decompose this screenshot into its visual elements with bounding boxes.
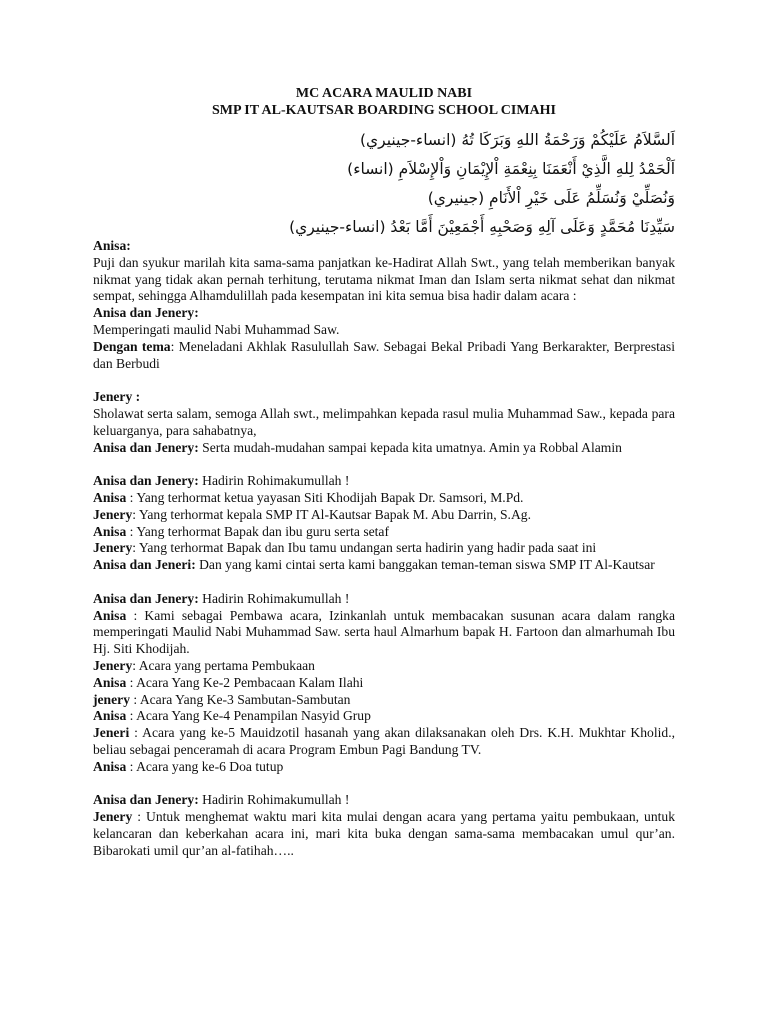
section-sholawat — [93, 389, 675, 456]
dialogue-text: : Acara Yang Ke-4 Penampilan Nasyid Grup — [126, 708, 371, 724]
section-opening-prayer — [93, 792, 675, 859]
arabic-greeting-line: اَلسَّلاَمُ عَلَيْكُمْ وَرَحْمَةُ اللهِ وَبَرَكَا تُهُ (انساء-جينيري) — [359, 131, 675, 149]
dialogue-text: : Yang terhormat Bapak dan ibu guru serta setaf — [126, 523, 389, 539]
dialogue-text: : Acara yang ke-5 Mauidzotil hasanah yang akan dilaksanakan oleh Drs. K.H. Mukhtar Kholid., beliau sebagai penceramah di acara Program Embun Pagi Bandung TV. — [93, 725, 675, 757]
dialogue-text: : Yang terhormat kepala SMP IT Al-Kautsar Bapak M. Abu Darrin, S.Ag. — [132, 506, 531, 522]
dialogue-text: Serta mudah-mudahan sampai kepada kita umatnya. Amin ya Robbal Alamin — [198, 439, 622, 455]
arabic-hamdalah-line: اَلْحَمْدُ لِلهِ الَّذِيْ أَنْعَمَنَا بِنِعْمَةِ اْلإِيْمَانِ وَاْلإِسْلاَمِ (انساء) — [347, 160, 675, 178]
dialogue-line — [93, 591, 675, 608]
dialogue-text: Hadirin Rohimakumullah ! — [198, 590, 350, 606]
document-subtitle: SMP IT AL-KAUTSAR BOARDING SCHOOL CIMAHI — [212, 103, 556, 118]
dialogue-line — [93, 608, 675, 658]
speaker-label: Anisa — [93, 489, 127, 505]
speaker-label: Anisa — [93, 523, 127, 539]
paragraph: Memperingati maulid Nabi Muhammad Saw. — [93, 321, 340, 337]
dialogue-text: : Yang terhormat Bapak dan Ibu tamu undangan serta hadirin yang hadir pada saat ini — [132, 540, 597, 556]
speaker-label: Anisa dan Jenery: — [93, 590, 199, 606]
paragraph: Sholawat serta salam, semoga Allah swt., melimpahkan kepada rasul mulia Muhammad Saw., kepada para keluarganya, para sahabatnya, — [93, 405, 675, 438]
speaker-label: Jeneri — [93, 725, 130, 741]
paragraph: Puji dan syukur marilah kita sama-sama panjatkan ke-Hadirat Allah Swt., yang telah memberikan banyak nikmat yang tidak akan pernah terhitung, terutama nikmat Iman dan Islam serta nikmat sehat dan nikmat sempat, sehingga Alhamdulillah pada kesempatan ini kita semua bisa hadir dalam acara : — [93, 254, 675, 304]
dialogue-line — [93, 473, 675, 490]
dialogue-line — [93, 540, 675, 557]
dialogue-text: : Acara yang pertama Pembukaan — [132, 657, 315, 673]
speaker-label: Jenery — [93, 809, 133, 825]
dialogue-text: Hadirin Rohimakumullah ! — [198, 792, 350, 808]
speaker-label: Anisa dan Jenery: — [93, 473, 199, 489]
speaker-label: Jenery — [93, 540, 133, 556]
dialogue-text: Hadirin Rohimakumullah ! — [198, 473, 350, 489]
dialogue-line — [93, 759, 675, 776]
speaker-label: Anisa: — [93, 238, 131, 253]
speaker-label: Jenery — [93, 506, 133, 522]
dialogue-line — [93, 675, 675, 692]
speaker-label: Anisa dan Jenery: — [93, 439, 199, 455]
dialogue-text: : Kami sebagai Pembawa acara, Izinkanlah untuk membacakan susunan acara dalam rangka memperingati Maulid Nabi Muhammad Saw. serta haul Almarhum bapak H. Fartoon dan almarhumah Ibu Hj. Siti Khodijah. — [93, 607, 675, 657]
document-page — [93, 0, 675, 859]
dialogue-line — [93, 507, 675, 524]
theme-text: : Meneladani Akhlak Rasulullah Saw. Sebagai Bekal Pribadi Yang Berkarakter, Berprestasi dan Berbudi — [93, 338, 675, 371]
dialogue-line — [93, 490, 675, 507]
theme-line — [93, 339, 675, 373]
speaker-label: Anisa dan Jenery: — [93, 792, 199, 808]
speaker-label: jenery — [93, 691, 130, 707]
speaker-label: Anisa dan Jenery: — [93, 305, 199, 321]
dialogue-text: Dan yang kami cintai serta kami banggakan teman-teman siswa SMP IT Al-Kautsar — [195, 557, 655, 573]
dialogue-line — [93, 725, 675, 759]
dialogue-line — [93, 809, 675, 859]
dialogue-line — [93, 792, 675, 809]
dialogue-line — [93, 692, 675, 709]
arabic-sholawat-line: وَنُصَلِّيْ وَنُسَلِّمُ عَلَى خَيْرِ اْلأَنَامِ (جينيري) — [427, 189, 675, 207]
speaker-label: Jenery : — [93, 389, 141, 405]
speaker-label: Anisa — [93, 708, 127, 724]
speaker-label: Anisa — [93, 758, 127, 774]
dialogue-line — [93, 658, 675, 675]
section-salutations — [93, 473, 675, 574]
dialogue-text: : Yang terhormat ketua yayasan Siti Khodijah Bapak Dr. Samsori, M.Pd. — [126, 489, 524, 505]
speaker-label: Anisa dan Jeneri: — [93, 557, 196, 573]
theme-label: Dengan tema — [93, 338, 171, 354]
speaker-label: Anisa — [93, 607, 127, 623]
speaker-label: Jenery — [93, 657, 133, 673]
document-title: MC ACARA MAULID NABI — [295, 86, 473, 101]
dialogue-line — [93, 708, 675, 725]
dialogue-line — [93, 524, 675, 541]
arabic-closing-line: سَيِّدِنَا مُحَمَّدٍ وَعَلَى آلِهِ وَصَحْبِهِ أَجْمَعِيْنَ أَمَّا بَعْدُ (انساء-جينيري) — [289, 218, 675, 236]
dialogue-text: : Acara Yang Ke-2 Pembacaan Kalam Ilahi — [126, 674, 364, 690]
dialogue-text: : Acara yang ke-6 Doa tutup — [126, 758, 284, 774]
section-agenda — [93, 591, 675, 776]
section-opening — [93, 238, 675, 372]
dialogue-text: : Acara Yang Ke-3 Sambutan-Sambutan — [130, 691, 351, 707]
dialogue-line — [93, 440, 675, 457]
speaker-label: Anisa — [93, 674, 127, 690]
dialogue-line — [93, 557, 675, 574]
dialogue-text: : Untuk menghemat waktu mari kita mulai dengan acara yang pertama yaitu pembukaan, untuk kelancaran dan keberkahan acara ini, mari kita buka dengan sama-sama membacakan umul qur’an. Bibarokati umil qur’an al-fatihah….. — [93, 809, 675, 858]
